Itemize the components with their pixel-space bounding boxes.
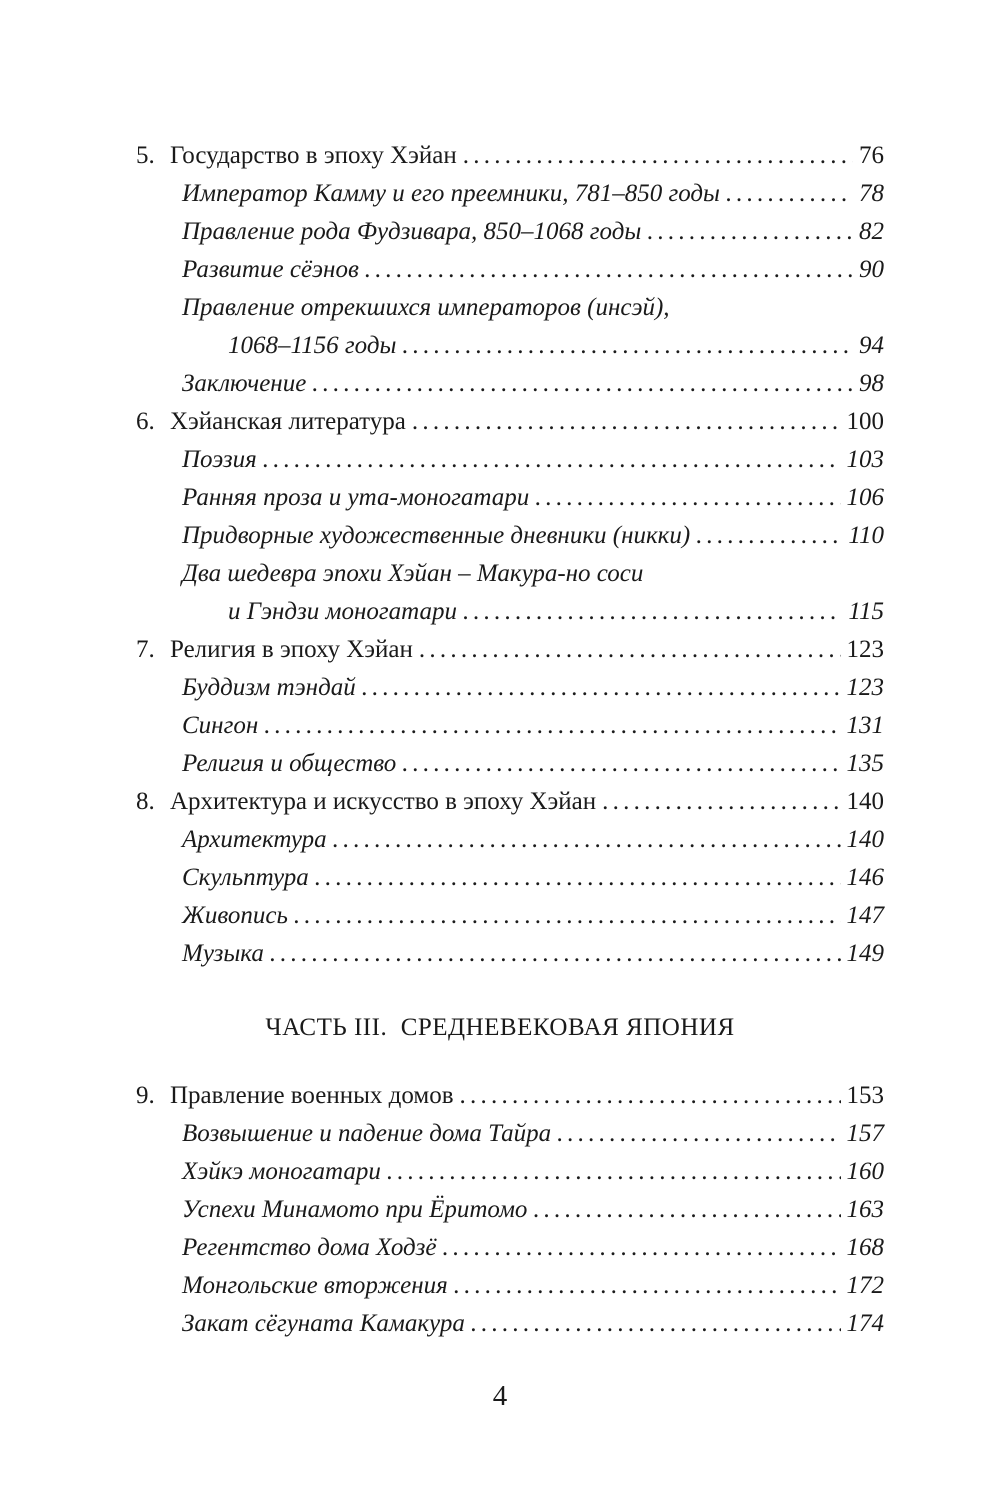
section-title: Хэйкэ моногатари	[182, 1158, 381, 1185]
toc-chapter-6	[0, 403, 1000, 441]
page-number: 131	[846, 712, 884, 739]
page-number: 149	[846, 940, 884, 967]
page-number: 123	[846, 636, 884, 663]
page-number: 157	[846, 1120, 884, 1147]
toc-section	[0, 821, 1000, 859]
section-title: Поэзия	[182, 446, 257, 473]
leader-dots	[270, 935, 841, 973]
leader-dots	[402, 745, 840, 783]
section-title: Сингон	[182, 712, 259, 739]
chapter-title: Хэйанская литература	[170, 408, 406, 435]
page-number: 98	[859, 370, 884, 397]
section-title: Правление рода Фудзивара, 850–1068 годы	[182, 218, 642, 245]
page-number: 172	[846, 1272, 884, 1299]
leader-dots	[535, 479, 840, 517]
leader-dots	[454, 1267, 841, 1305]
leader-dots	[460, 1077, 841, 1115]
chapter-number: 9.	[136, 1082, 155, 1109]
leader-dots	[726, 175, 853, 213]
page-number: 135	[846, 750, 884, 777]
leader-dots	[419, 631, 841, 669]
section-title: Успехи Минамото при Ёритомо	[182, 1196, 528, 1223]
section-title: Развитие сёэнов	[182, 256, 359, 283]
toc-chapter-9	[0, 1077, 1000, 1115]
page-number: 76	[859, 142, 884, 169]
page-number: 82	[859, 218, 884, 245]
section-title: Император Камму и его преемники, 781–850 годы	[182, 180, 720, 207]
toc-section	[0, 251, 1000, 289]
toc-section	[0, 1153, 1000, 1191]
toc-chapter-7	[0, 631, 1000, 669]
chapter-number: 5.	[136, 142, 155, 169]
toc-section	[0, 1115, 1000, 1153]
leader-dots	[647, 213, 853, 251]
part-heading: ЧАСТЬ III. СРЕДНЕВЕКОВАЯ ЯПОНИЯ	[265, 1014, 735, 1041]
section-title: Возвышение и падение дома Тайра	[182, 1120, 552, 1147]
toc-section	[0, 1267, 1000, 1305]
page-number: 110	[848, 522, 884, 549]
leader-dots	[463, 593, 842, 631]
section-title: Религия и общество	[182, 750, 397, 777]
chapter-title: Архитектура и искусство в эпоху Хэйан	[170, 788, 597, 815]
chapter-title: Государство в эпоху Хэйан	[170, 142, 457, 169]
toc-section	[0, 859, 1000, 897]
page-number: 160	[846, 1158, 884, 1185]
page-number: 90	[859, 256, 884, 283]
toc-chapter-8	[0, 783, 1000, 821]
section-title-continued: и Гэндзи моногатари	[228, 598, 458, 625]
leader-dots	[602, 783, 840, 821]
page-number: 146	[846, 864, 884, 891]
toc-section	[0, 1191, 1000, 1229]
section-title: Ранняя проза и ута-моногатари	[182, 484, 530, 511]
section-title: Два шедевра эпохи Хэйан – Макура-но соси	[182, 560, 644, 587]
chapter-title: Религия в эпоху Хэйан	[170, 636, 413, 663]
leader-dots	[471, 1305, 841, 1343]
toc-section	[0, 935, 1000, 973]
leader-dots	[557, 1115, 840, 1153]
page-number: 115	[848, 598, 884, 625]
leader-dots	[333, 821, 841, 859]
page-number: 106	[846, 484, 884, 511]
toc-section	[0, 669, 1000, 707]
leader-dots	[533, 1191, 840, 1229]
page-number: 168	[846, 1234, 884, 1261]
page-number: 103	[846, 446, 884, 473]
toc-section	[0, 707, 1000, 745]
page-number: 100	[846, 408, 884, 435]
page-number: 140	[846, 826, 884, 853]
section-title: Регентство дома Ходзё	[182, 1234, 437, 1261]
leader-dots	[294, 897, 841, 935]
leader-dots	[402, 327, 853, 365]
chapter-title: Правление военных домов	[170, 1082, 454, 1109]
section-title: Правление отрекшихся императоров (инсэй),	[182, 294, 670, 321]
page-folio: 4	[492, 1380, 508, 1412]
toc-section	[0, 517, 1000, 555]
page-number: 123	[846, 674, 884, 701]
leader-dots	[412, 403, 841, 441]
chapter-number: 8.	[136, 788, 155, 815]
page-number: 163	[846, 1196, 884, 1223]
leader-dots	[362, 669, 841, 707]
toc-section	[0, 365, 1000, 403]
section-title: Закат сёгуната Камакура	[182, 1310, 465, 1337]
toc-section	[0, 1305, 1000, 1343]
page-number: 153	[846, 1082, 884, 1109]
toc-section	[0, 175, 1000, 213]
section-title: Придворные художественные дневники (никки)	[182, 522, 691, 549]
page-number: 94	[859, 332, 884, 359]
section-title: Архитектура	[182, 826, 327, 853]
page-number: 174	[846, 1310, 884, 1337]
toc-section	[0, 213, 1000, 251]
leader-dots	[463, 137, 853, 175]
leader-dots	[365, 251, 853, 289]
chapter-number: 6.	[136, 408, 155, 435]
leader-dots	[443, 1229, 841, 1267]
leader-dots	[264, 707, 840, 745]
chapter-number: 7.	[136, 636, 155, 663]
section-title: Живопись	[182, 902, 288, 929]
toc-section	[0, 1229, 1000, 1267]
section-title: Монгольские вторжения	[182, 1272, 448, 1299]
page-number: 140	[846, 788, 884, 815]
leader-dots	[696, 517, 842, 555]
page-number: 147	[846, 902, 884, 929]
leader-dots	[312, 365, 853, 403]
leader-dots	[387, 1153, 841, 1191]
section-title: Музыка	[182, 940, 264, 967]
toc-section	[0, 745, 1000, 783]
section-title: Буддизм тэндай	[182, 674, 356, 701]
section-title-continued: 1068–1156 годы	[228, 332, 397, 359]
toc-section	[0, 479, 1000, 517]
toc-section-continued	[0, 593, 1000, 631]
toc-section-continued	[0, 327, 1000, 365]
leader-dots	[315, 859, 841, 897]
page-number: 78	[859, 180, 884, 207]
section-title: Заключение	[182, 370, 307, 397]
toc-section	[0, 897, 1000, 935]
leader-dots	[263, 441, 841, 479]
section-title: Скульптура	[182, 864, 309, 891]
toc-section	[0, 441, 1000, 479]
toc-chapter-5	[0, 137, 1000, 175]
